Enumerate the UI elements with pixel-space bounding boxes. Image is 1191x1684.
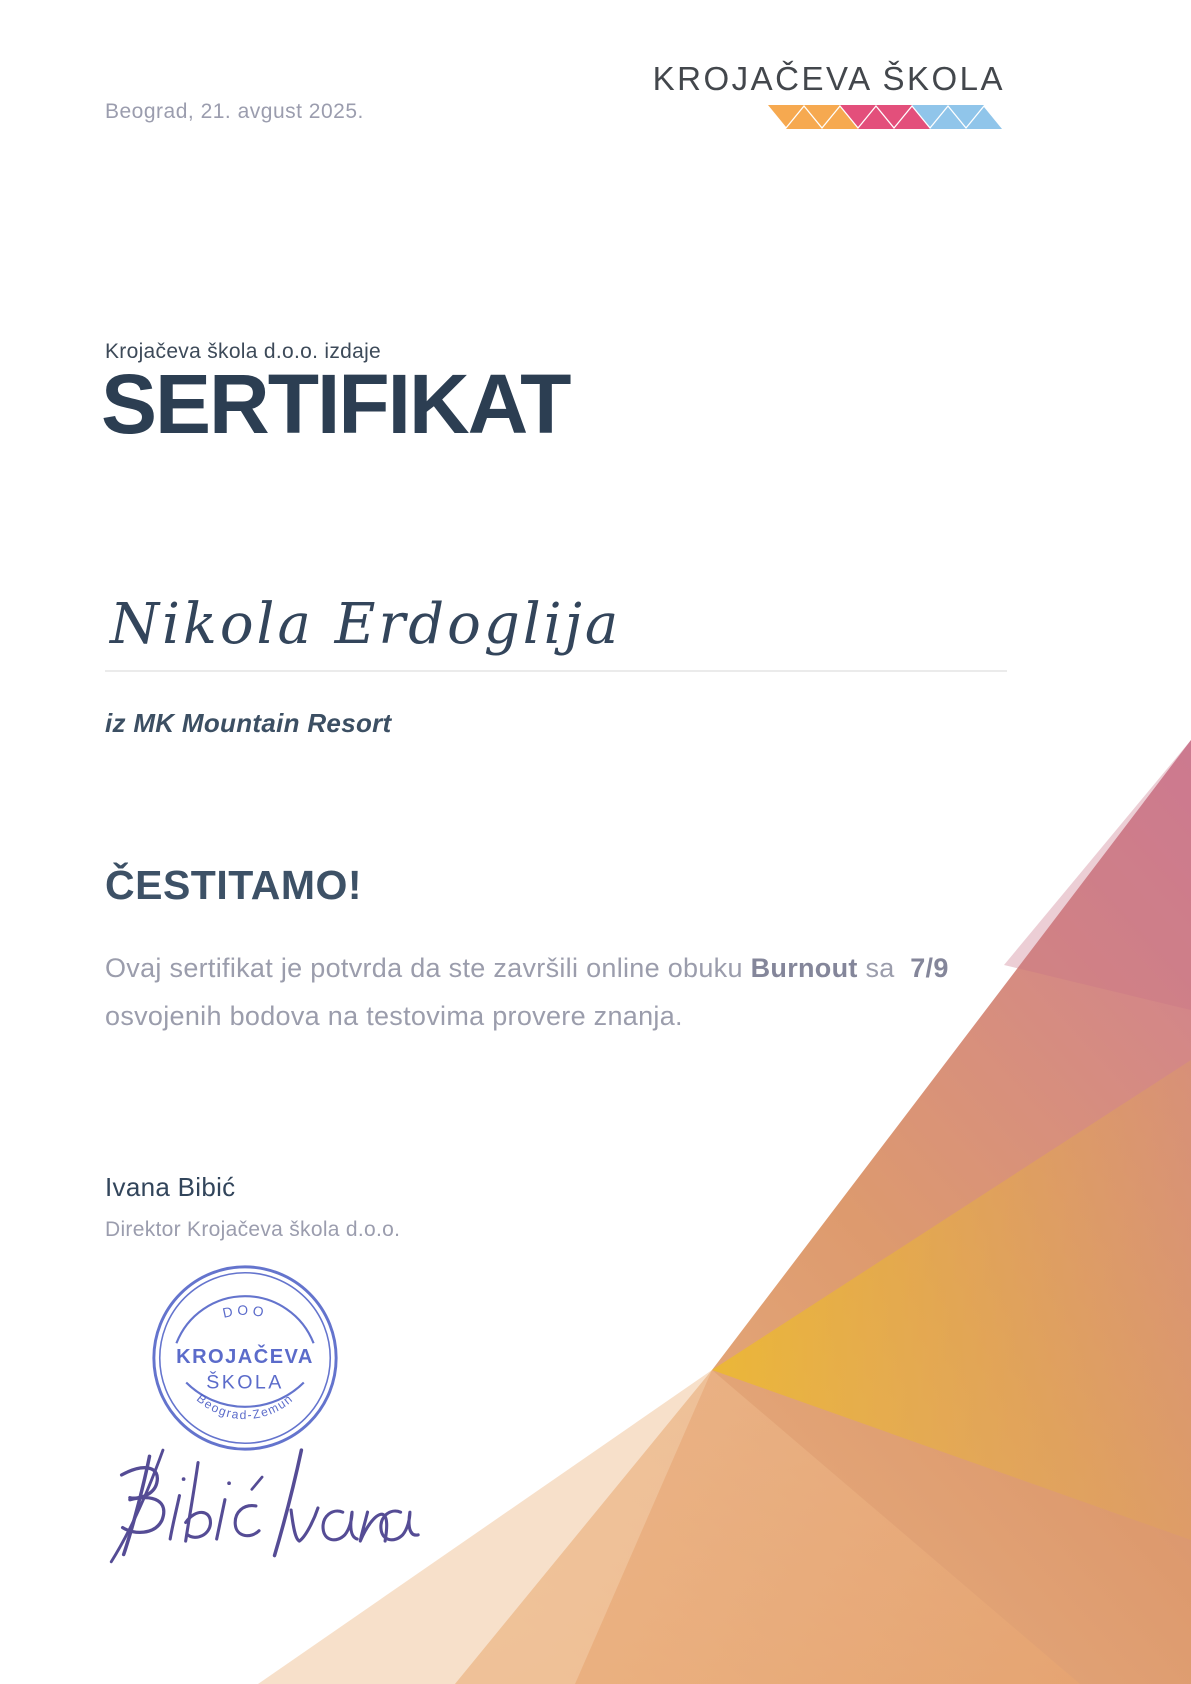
- congrats-heading: ČESTITAMO!: [105, 862, 363, 908]
- score-value: 7/9: [910, 953, 949, 983]
- body-text-part2: sa: [857, 953, 911, 983]
- school-logo-wordmark: KROJAČEVA ŠKOLA: [652, 60, 1005, 97]
- body-text-part1: Ovaj sertifikat je potvrda da ste završili online obuku: [105, 953, 751, 983]
- stamp-bottom-text: Beograd-Zemun: [194, 1391, 296, 1423]
- course-name: Burnout: [750, 953, 858, 983]
- place-and-date: Beograd, 21. avgust 2025.: [105, 100, 364, 123]
- stamp-top-text: DOO: [221, 1302, 269, 1321]
- congrats-body: [105, 944, 1045, 1040]
- recipient-name-underline: [105, 670, 1007, 672]
- school-logo: [653, 60, 1005, 129]
- recipient-origin: iz MK Mountain Resort: [105, 708, 392, 738]
- handwritten-signature: [103, 1445, 413, 1571]
- certificate-title: SERTIFIKAT: [101, 357, 570, 451]
- body-text-part3: osvojenih bodova na testovima provere znanja.: [105, 1001, 683, 1031]
- stamp-name-line1: KROJAČEVA: [176, 1345, 314, 1368]
- signatory-name: Ivana Bibić: [105, 1172, 236, 1202]
- recipient-name: Nikola Erdoglija: [110, 592, 622, 657]
- issuer-line: Krojačeva škola d.o.o. izdaje: [105, 340, 382, 363]
- company-stamp: [147, 1260, 343, 1456]
- signatory-title: Direktor Krojačeva škola d.o.o.: [105, 1218, 401, 1241]
- stamp-name-line2: ŠKOLA: [206, 1371, 284, 1394]
- logo-triangle-pattern-icon: [653, 105, 1005, 129]
